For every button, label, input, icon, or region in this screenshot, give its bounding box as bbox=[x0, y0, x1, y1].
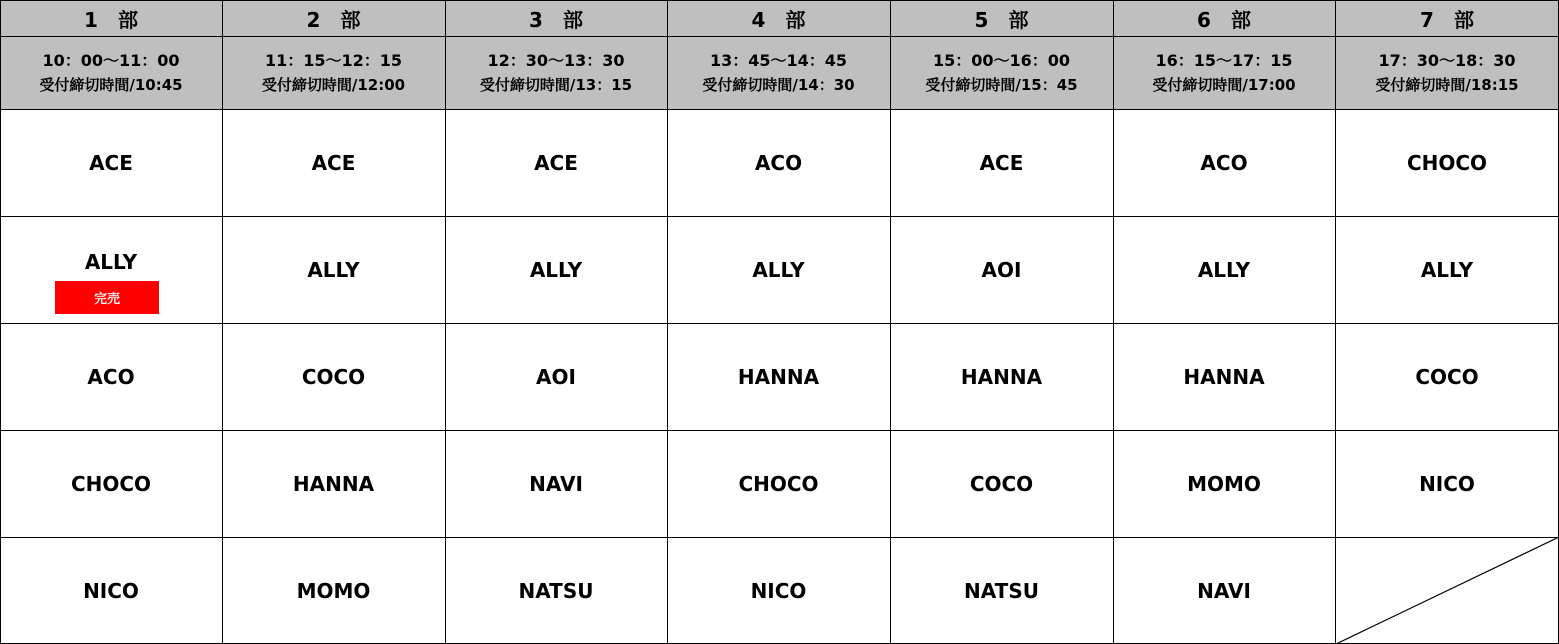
time-range: 13：45〜14：45 bbox=[709, 51, 848, 70]
member-name: NATSU bbox=[518, 578, 594, 603]
member-name: ACE bbox=[311, 150, 356, 175]
reception-deadline: 受付締切時間/18:15 bbox=[1375, 76, 1519, 94]
member-cell bbox=[222, 323, 445, 430]
member-cell bbox=[1335, 216, 1559, 323]
member-name: ACE bbox=[89, 150, 133, 175]
time-slot bbox=[0, 37, 222, 109]
member-cell bbox=[222, 430, 445, 537]
grid-column-line bbox=[667, 0, 668, 644]
member-name: CHOCO bbox=[70, 471, 152, 496]
grid-column-line bbox=[222, 0, 223, 644]
member-name: AOI bbox=[981, 257, 1022, 282]
member-cell bbox=[0, 323, 222, 430]
member-cell bbox=[1335, 323, 1559, 430]
member-name: NATSU bbox=[964, 578, 1039, 603]
time-range: 11：15〜12：15 bbox=[264, 51, 403, 70]
member-name: ACO bbox=[1200, 150, 1248, 175]
member-cell bbox=[890, 109, 1113, 216]
member-cell bbox=[0, 109, 222, 216]
member-cell bbox=[890, 430, 1113, 537]
member-name: AOI bbox=[536, 364, 576, 389]
member-name: ALLY bbox=[84, 249, 138, 274]
member-name: MOMO bbox=[296, 578, 371, 603]
member-cell bbox=[0, 537, 222, 644]
member-name: CHOCO bbox=[738, 471, 819, 496]
member-cell bbox=[667, 537, 890, 644]
member-cell bbox=[222, 216, 445, 323]
reception-deadline: 受付締切時間/12:00 bbox=[261, 76, 406, 94]
empty-cell-diagonal bbox=[1336, 537, 1559, 644]
grid-row-line bbox=[0, 216, 1559, 217]
reception-deadline: 受付締切時間/14：30 bbox=[702, 76, 855, 94]
time-range: 12：30〜13：30 bbox=[487, 51, 625, 70]
member-name: COCO bbox=[1415, 364, 1479, 389]
member-cell bbox=[1113, 216, 1335, 323]
member-name: COCO bbox=[301, 364, 366, 389]
member-cell bbox=[1113, 109, 1335, 216]
member-name: ACO bbox=[87, 364, 135, 389]
reception-deadline: 受付締切時間/15：45 bbox=[925, 76, 1078, 94]
member-name: NICO bbox=[83, 578, 139, 603]
member-cell bbox=[222, 109, 445, 216]
soldout-badge: 完売 bbox=[55, 281, 159, 314]
member-name: ALLY bbox=[752, 257, 805, 282]
member-cell bbox=[1113, 323, 1335, 430]
member-cell bbox=[445, 537, 667, 644]
grid-column-line bbox=[890, 0, 891, 644]
time-slot bbox=[1335, 37, 1559, 109]
member-cell bbox=[1335, 430, 1559, 537]
member-name: ALLY bbox=[1197, 257, 1251, 282]
grid-column-line bbox=[445, 0, 446, 644]
part-header: 2 部 bbox=[306, 7, 361, 32]
time-range: 17：30〜18：30 bbox=[1378, 51, 1516, 70]
member-name: ALLY bbox=[307, 257, 360, 282]
part-header: 5 部 bbox=[974, 7, 1029, 32]
grid-row-line bbox=[0, 537, 1559, 538]
grid-row-line bbox=[0, 323, 1559, 324]
time-range: 10：00〜11：00 bbox=[42, 51, 180, 70]
member-cell bbox=[1113, 430, 1335, 537]
member-name: HANNA bbox=[1183, 364, 1265, 389]
time-slot bbox=[890, 37, 1113, 109]
member-cell bbox=[890, 537, 1113, 644]
member-name: COCO bbox=[969, 471, 1034, 496]
member-name: NICO bbox=[750, 578, 807, 603]
time-range: 16：15〜17：15 bbox=[1155, 51, 1293, 70]
member-name: MOMO bbox=[1187, 471, 1261, 496]
member-cell bbox=[667, 109, 890, 216]
grid-row-line bbox=[0, 36, 1559, 37]
member-cell bbox=[890, 323, 1113, 430]
reception-deadline: 受付締切時間/13：15 bbox=[479, 76, 633, 94]
part-header: 6 部 bbox=[1197, 7, 1251, 32]
member-cell bbox=[445, 109, 667, 216]
reception-deadline: 受付締切時間/17:00 bbox=[1152, 76, 1296, 94]
member-cell bbox=[667, 216, 890, 323]
member-cell bbox=[1113, 537, 1335, 644]
member-cell bbox=[1335, 109, 1559, 216]
grid-row-line bbox=[0, 109, 1559, 110]
part-header: 3 部 bbox=[529, 7, 583, 32]
member-name: HANNA bbox=[292, 471, 375, 496]
member-cell bbox=[667, 323, 890, 430]
member-name: ACO bbox=[754, 150, 803, 175]
time-slot bbox=[222, 37, 445, 109]
part-header: 7 部 bbox=[1420, 7, 1474, 32]
grid-column-line bbox=[1113, 0, 1114, 644]
reception-deadline: 受付締切時間/10:45 bbox=[39, 76, 183, 94]
member-name: ACE bbox=[979, 150, 1024, 175]
time-slot bbox=[1113, 37, 1335, 109]
time-range: 15：00〜16：00 bbox=[932, 51, 1071, 70]
time-slot bbox=[667, 37, 890, 109]
member-cell bbox=[445, 430, 667, 537]
member-name: ALLY bbox=[529, 257, 583, 282]
member-cell bbox=[445, 323, 667, 430]
member-cell bbox=[667, 430, 890, 537]
member-name: NAVI bbox=[1197, 578, 1251, 603]
grid-row-line bbox=[0, 430, 1559, 431]
member-cell bbox=[890, 216, 1113, 323]
grid-column-line bbox=[0, 0, 1, 644]
member-name: NAVI bbox=[529, 471, 583, 496]
grid-row-line bbox=[0, 0, 1559, 1]
part-header: 4 部 bbox=[751, 7, 806, 32]
member-name: CHOCO bbox=[1406, 150, 1488, 175]
member-cell bbox=[445, 216, 667, 323]
member-cell bbox=[222, 537, 445, 644]
member-name: ACE bbox=[534, 150, 578, 175]
member-cell bbox=[0, 430, 222, 537]
member-name: HANNA bbox=[737, 364, 820, 389]
member-name: NICO bbox=[1419, 471, 1475, 496]
part-header: 1 部 bbox=[84, 7, 138, 32]
member-name: ALLY bbox=[1420, 257, 1474, 282]
time-slot bbox=[445, 37, 667, 109]
member-name: HANNA bbox=[960, 364, 1043, 389]
